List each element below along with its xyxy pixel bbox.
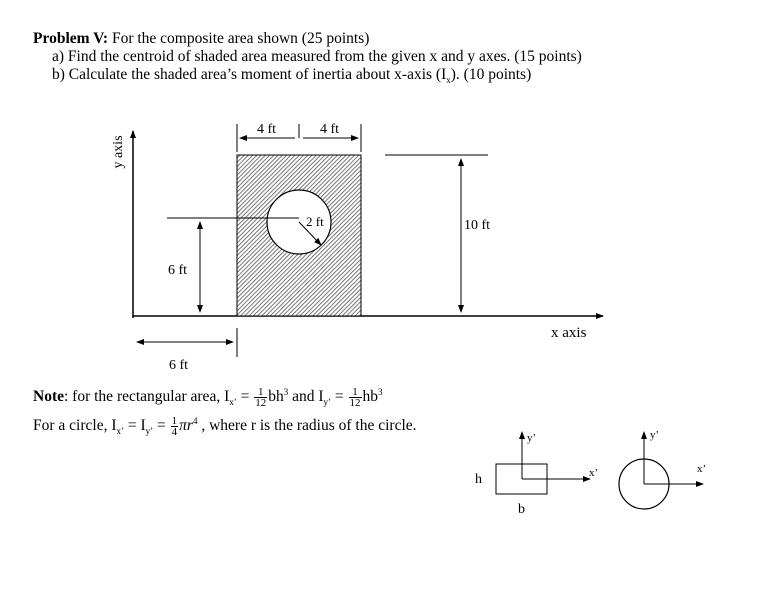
legend-y-prime-circle: y’ <box>650 429 660 441</box>
note-label: Note <box>33 388 64 406</box>
problem-text: For the composite area shown (25 points) <box>108 30 370 47</box>
x-axis-label: x axis <box>551 325 587 341</box>
dim-top-left: 4 ft <box>257 122 277 137</box>
legend-b-label: b <box>518 502 525 517</box>
part-b-sub: x <box>446 75 451 86</box>
radius-label: 2 ft <box>306 214 324 229</box>
dim-height: 10 ft <box>464 218 491 233</box>
part-b-suffix: ). (10 points) <box>450 66 532 83</box>
dim-top-right: 4 ft <box>320 122 340 137</box>
note-circle: For a circle, $I_{x’} = I_{y’}$ = $\frac{1}{4}$ $\pi r^4$ , where r is the radius of the circle. <box>33 415 417 438</box>
note-rectangle: Note: for the rectangular area, $I_{x’}$ = $\frac{1}{12}$ $bh^3$ and $I_{y’}$ = $\frac{1}{12}$ $hb^3$ <box>33 386 383 409</box>
part-a: a) Find the centroid of shaded area measured from the given x and y axes. (15 points) <box>52 48 582 65</box>
y-axis-label: y axis <box>111 135 126 169</box>
legend-x-prime: x’ <box>589 467 599 479</box>
legend-x-prime-circle: x’ <box>697 463 707 475</box>
problem-label: Problem V: <box>33 30 109 47</box>
fraction-1-12-b: $\frac{1}{12}$ <box>349 386 361 409</box>
part-b-prefix: b) Calculate the shaded area’s moment of inertia about x-axis (I <box>52 66 447 83</box>
dim-circle-height: 6 ft <box>168 263 188 278</box>
fraction-1-12-a: $\frac{1}{12}$ <box>255 386 267 409</box>
legend-h-label: h <box>475 472 482 487</box>
legend-y-prime: y’ <box>527 432 537 444</box>
fraction-1-4: $\frac{1}{4}$ <box>171 415 178 438</box>
dim-left-offset: 6 ft <box>169 358 189 373</box>
